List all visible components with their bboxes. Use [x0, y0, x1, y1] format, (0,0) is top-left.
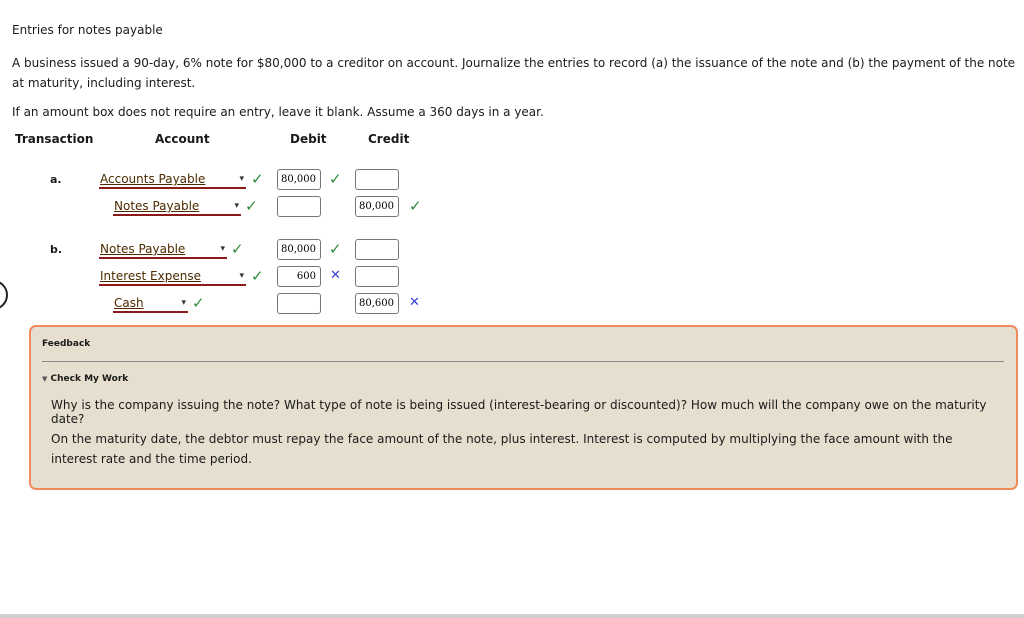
- chevron-down-icon: ▾: [234, 201, 239, 211]
- feedback-answer: On the maturity date, the debtor must repay the face amount of the note, plus interest. Interest is computed by multiplying the face amount with the interest rate and the time period.: [51, 432, 953, 466]
- bottom-divider: [0, 614, 1024, 618]
- correct-check-icon: ✓: [329, 170, 342, 188]
- transaction-header: Transaction: [15, 132, 94, 146]
- account-select[interactable]: [99, 241, 227, 259]
- account-select-value: Interest Expense: [100, 269, 201, 283]
- debit-input[interactable]: [277, 266, 321, 287]
- credit-input[interactable]: [355, 169, 399, 190]
- transaction-letter: a.: [50, 173, 62, 186]
- account-select[interactable]: [113, 198, 241, 216]
- correct-check-icon: ✓: [192, 294, 205, 312]
- credit-input[interactable]: [355, 239, 399, 260]
- chevron-down-icon: ▾: [181, 298, 186, 308]
- account-select[interactable]: [99, 268, 246, 286]
- credit-input[interactable]: [355, 293, 399, 314]
- triangle-down-icon: ▼: [42, 375, 48, 383]
- incorrect-x-icon: ✕: [409, 295, 420, 310]
- partial-circle-icon: [0, 280, 8, 310]
- feedback-divider: [42, 361, 1004, 362]
- debit-header: Debit: [290, 132, 327, 146]
- transaction-letter: b.: [50, 243, 63, 256]
- account-select[interactable]: [99, 171, 246, 189]
- feedback-title: Feedback: [42, 339, 91, 349]
- instructions-text: If an amount box does not require an entry, leave it blank. Assume a 360 days in a year.: [12, 105, 544, 119]
- chevron-down-icon: ▾: [220, 244, 225, 254]
- check-my-work-label: Check My Work: [50, 374, 129, 384]
- page-title: Entries for notes payable: [12, 23, 163, 37]
- account-select-value: Accounts Payable: [100, 172, 206, 186]
- correct-check-icon: ✓: [409, 197, 422, 215]
- account-header: Account: [155, 132, 210, 146]
- debit-input[interactable]: [277, 196, 321, 217]
- credit-input[interactable]: [355, 266, 399, 287]
- account-select-value: Notes Payable: [114, 199, 200, 213]
- account-select-value: Cash: [114, 296, 144, 310]
- correct-check-icon: ✓: [231, 240, 244, 258]
- correct-check-icon: ✓: [329, 240, 342, 258]
- correct-check-icon: ✓: [251, 170, 264, 188]
- debit-input[interactable]: [277, 239, 321, 260]
- account-select-value: Notes Payable: [100, 242, 186, 256]
- correct-check-icon: ✓: [245, 197, 258, 215]
- chevron-down-icon: ▾: [239, 271, 244, 281]
- chevron-down-icon: ▾: [239, 174, 244, 184]
- correct-check-icon: ✓: [251, 267, 264, 285]
- check-my-work-toggle[interactable]: [42, 374, 128, 384]
- feedback-question: Why is the company issuing the note? What type of note is being issued (interest-bearing or discounted)? How much will the company owe on the maturity date?: [51, 398, 987, 426]
- credit-header: Credit: [368, 132, 410, 146]
- debit-input[interactable]: [277, 169, 321, 190]
- credit-input[interactable]: [355, 196, 399, 217]
- account-select[interactable]: [113, 295, 188, 313]
- feedback-panel: [29, 325, 1018, 490]
- incorrect-x-icon: ✕: [330, 268, 341, 283]
- debit-input[interactable]: [277, 293, 321, 314]
- problem-text: A business issued a 90-day, 6% note for $80,000 to a creditor on account. Journalize the entries to record (a) the issuance of the note and (b) the payment of the note at maturity, including interest.: [12, 56, 1016, 90]
